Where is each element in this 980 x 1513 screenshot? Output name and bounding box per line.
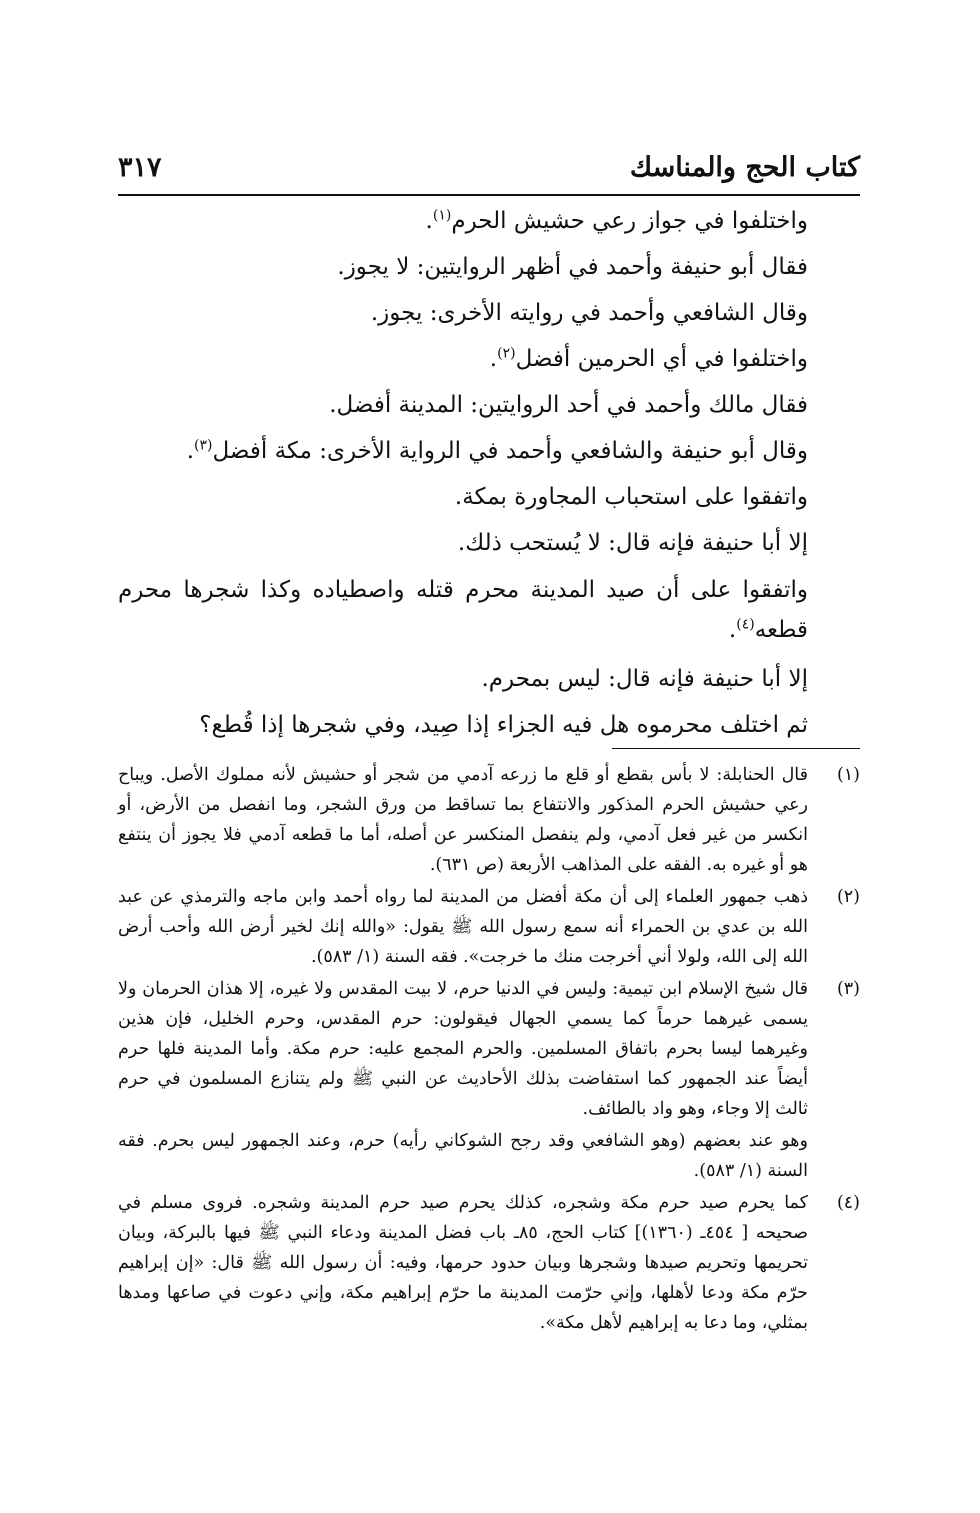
footnote-2 <box>118 882 860 972</box>
text-line: فقال مالك وأحمد في أحد الروايتين: المدينة أفضل. <box>329 392 808 418</box>
footnote-text: قال الحنابلة: لا بأس بقطع أو قلع ما زرعه آدمي من شجر أو حشيش لأنه مملوك الأصل. ويباح رعي حشيش الحرم المذكور والانتفاع بما تساقط من ورق الشجر، وما انفصل من الأرض، أو انكسر من غير فعل آدمي، ولم ينفصل المنكسر عن أصله، أما ما قطعه آدمي فلا يجوز أن ينتفع هو أو غيره به. الفقه على المذاهب الأربعة (ص ٦٣١). <box>118 765 808 875</box>
text-line: وقال أبو حنيفة والشافعي وأحمد في الرواية الأخرى: مكة أفضل$^{(٣)}$. <box>186 437 808 464</box>
text-line: واتفقوا على استحباب المجاورة بمكة. <box>454 484 808 510</box>
text-line: واختلفوا في أي الحرمين أفضل$^{(٢)}$. <box>489 345 808 372</box>
footnote-marker: (١) <box>432 207 452 224</box>
text-line: واختلفوا في جواز رعي حشيش الحرم$^{(١)}$. <box>425 207 808 234</box>
footnotes <box>118 760 860 1340</box>
footnote-marker: (٢) <box>497 345 516 362</box>
text-line: ثم اختلف محرموه هل فيه الجزاء إذا صِيد، وفي شجرها إذا قُطع؟ <box>199 712 808 738</box>
footnote-number: (٤) <box>836 1193 860 1213</box>
book-title: كتاب الحج والمناسك <box>629 152 860 183</box>
footnote-number: (٢) <box>836 887 860 907</box>
footnote-marker: (٤) <box>736 616 755 633</box>
text-paragraph: واتفقوا على أن صيد المدينة محرم قتله واصطياده وكذا شجرها محرم قطعه$^{(٤)}$. <box>118 577 808 643</box>
text-line: وقال الشافعي وأحمد في روايته الأخرى: يجوز. <box>370 300 808 326</box>
footnote-text: قال شيخ الإسلام ابن تيمية: وليس في الدنيا حرم، لا بيت المقدس ولا غيره، إلا هذان الحرمان ولا يسمى غيرهما حرماً كما يسمي الجهال فيقولون: حرم المقدس، وحرم الخليل، فإن هذين وغيرهما ليسا بحرم باتفاق المسلمين. والحرم المجمع عليه: حرم مكة. وأما المدينة فلها حرم أيضاً عند الجمهور كما استفاضت بذلك الأحاديث عن النبي ﷺ ولم يتنازع المسلمون في حرم ثالث إلا وجاء، وهو واد بالطائف. <box>118 979 808 1119</box>
footnote-text: كما يحرم صيد حرم مكة وشجره، كذلك يحرم صيد حرم المدينة وشجره. فروى مسلم في صحيحه [ ٤٥٤ـ (١٣٦٠)] كتاب الحج، ٨٥ـ باب فضل المدينة ودعاء النبي ﷺ فيها بالبركة، وبيان تحريمها وتحريم صيدها وشجرها وبيان حدود حرمها، وفيه: أن رسول الله ﷺ قال: «إن إبراهيم حرّم مكة ودعا لأهلها، وإني حرّمت المدينة ما حرّم إبراهيم مكة، وإني دعوت في صاعها ومدها بمثلي، وما دعا به إبراهيم لأهل مكة». <box>118 1193 808 1333</box>
footnote-1 <box>118 760 860 880</box>
footnote-divider <box>612 748 860 749</box>
footnote-3 <box>118 974 860 1124</box>
footnote-3-continuation: وهو عند بعضهم (وهو الشافعي وقد رجح الشوكاني رأيه) حرم، وعند الجمهور ليس بحرم. فقه السنة (١/ ٥٨٣). <box>118 1131 808 1181</box>
footnote-number: (١) <box>836 765 860 785</box>
footnote-number: (٣) <box>836 979 860 999</box>
main-text <box>118 198 860 748</box>
text-line: فقال أبو حنيفة وأحمد في أظهر الروايتين: لا يجوز. <box>337 254 808 280</box>
text-line: إلا أبا حنيفة فإنه قال: لا يُستحب ذلك. <box>457 530 808 556</box>
running-header <box>118 150 860 196</box>
page-number: ٣١٧ <box>118 152 162 183</box>
footnote-4 <box>118 1188 860 1338</box>
footnote-text: ذهب جمهور العلماء إلى أن مكة أفضل من المدينة لما رواه أحمد وابن ماجه والترمذي عن عبد الله بن عدي بن الحمراء أنه سمع رسول الله ﷺ يقول: «والله إنك لخير أرض الله وأحب أرض الله إلى الله، ولولا أني أخرجت منك ما خرجت». فقه السنة (١/ ٥٨٣). <box>118 887 808 967</box>
text-line: إلا أبا حنيفة فإنه قال: ليس بمحرم. <box>481 666 808 692</box>
footnote-marker: (٣) <box>194 437 213 454</box>
